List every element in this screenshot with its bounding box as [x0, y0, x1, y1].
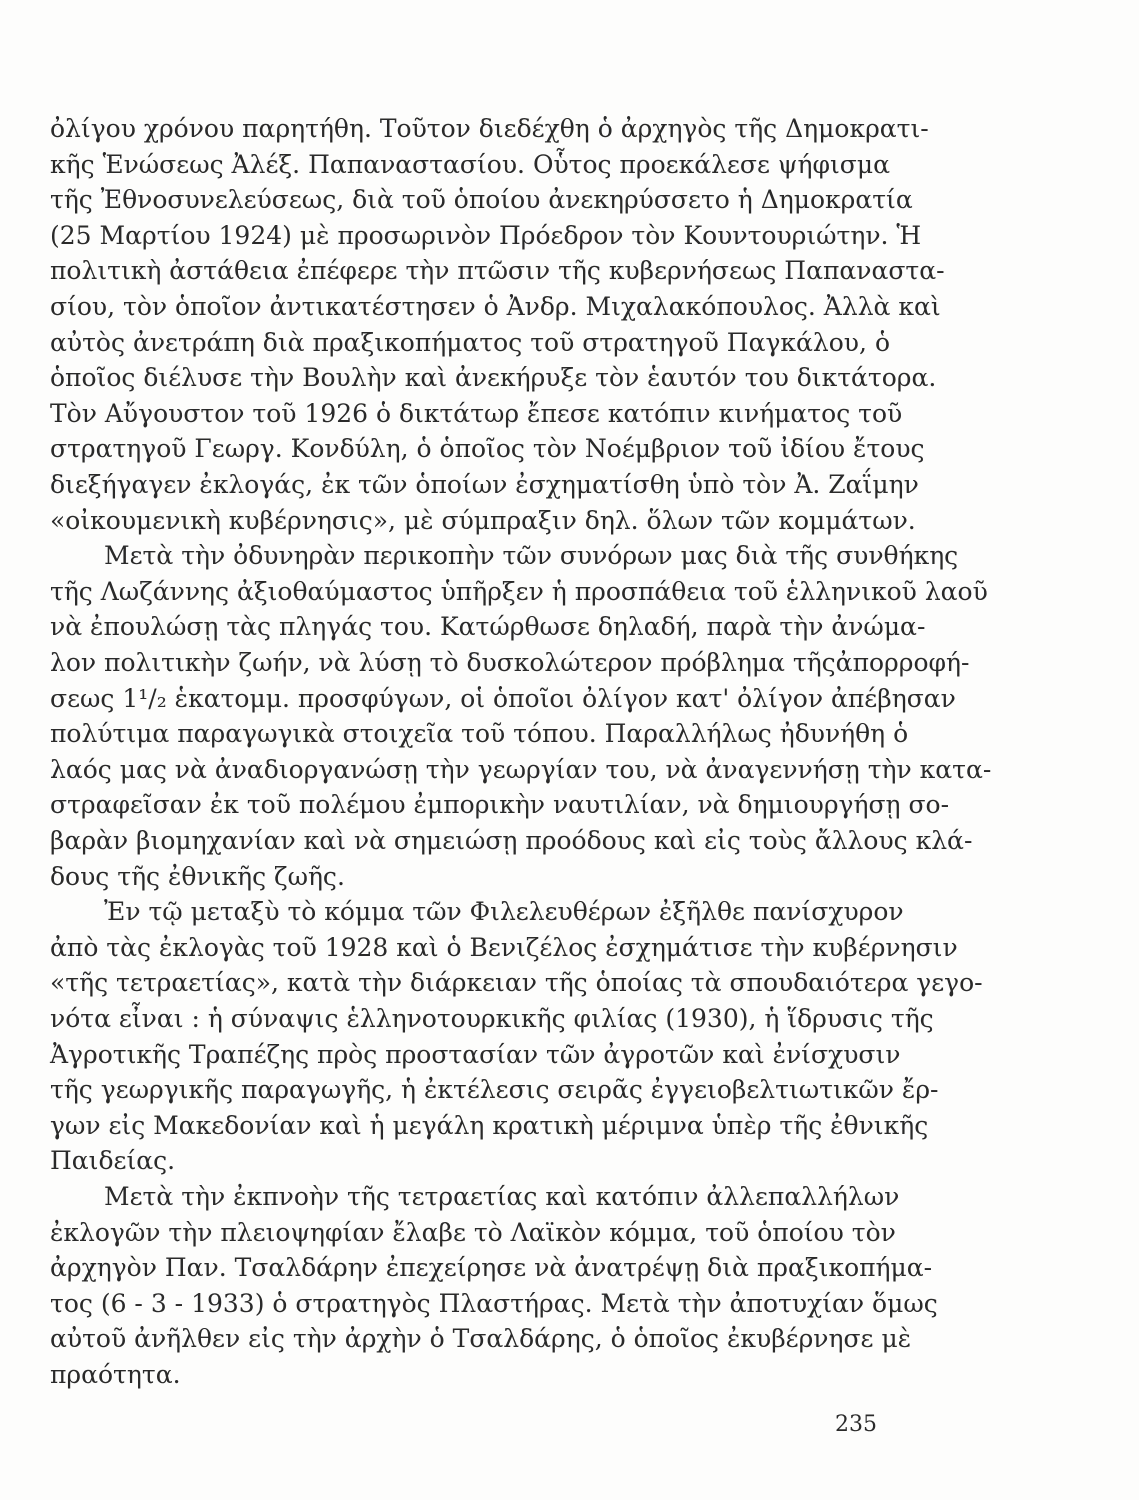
text-line: τῆς Λωζάννης ἀξιοθαύμαστος ὑπῆρξεν ἡ προσπάθεια τοῦ ἑλληνικοῦ λαοῦ	[50, 577, 988, 606]
text-line: λον πολιτικὴν ζωήν, νὰ λύσῃ τὸ δυσκολώτερον πρόβλημα τῆςἀπορροφή-	[50, 648, 970, 677]
text-line: Τὸν Αὔγουστον τοῦ 1926 ὁ δικτάτωρ ἔπεσε κατόπιν κινήματος τοῦ	[50, 399, 903, 428]
text-line: ὀλίγου χρόνου παρητήθη. Τοῦτον διεδέχθη ὁ ἀρχηγὸς τῆς Δημοκρατι-	[50, 114, 929, 143]
text-line: κῆς Ἑνώσεως Ἀλέξ. Παπαναστασίου. Οὗτος προεκάλεσε ψήφισμα	[50, 150, 890, 179]
text-line: Μετὰ τὴν ὀδυνηρὰν περικοπὴν τῶν συνόρων μας διὰ τῆς συνθήκης	[104, 541, 959, 570]
text-line: σίου, τὸν ὁποῖον ἀντικατέστησεν ὁ Ἀνδρ. Μιχαλακόπουλος. Ἀλλὰ καὶ	[50, 292, 941, 321]
text-line: ἐκλογῶν τὴν πλειοψηφίαν ἔλαβε τὸ Λαϊκὸν κόμμα, τοῦ ὁποίου τὸν	[50, 1218, 896, 1247]
text-line: πολιτικὴ ἀστάθεια ἐπέφερε τὴν πτῶσιν τῆς κυβερνήσεως Παπαναστα-	[50, 256, 945, 285]
text-line: πραότητα.	[50, 1360, 181, 1389]
text-line: λαός μας νὰ ἀναδιοργανώσῃ τὴν γεωργίαν του, νὰ ἀναγεννήσῃ τὴν κατα-	[50, 755, 992, 784]
text-line: ἀρχηγὸν Παν. Τσαλδάρην ἐπεχείρησε νὰ ἀνατρέψῃ διὰ πραξικοπήμα-	[50, 1253, 933, 1282]
text-line: «οἰκουμενικὴ κυβέρνησις», μὲ σύμπραξιν δηλ. ὅλων τῶν κομμάτων.	[50, 506, 916, 535]
text-line: τος (6 - 3 - 1933) ὁ στρατηγὸς Πλαστήρας. Μετὰ τὴν ἀποτυχίαν ὅμως	[50, 1289, 938, 1318]
text-line: Παιδείας.	[50, 1146, 176, 1175]
text-line: (25 Μαρτίου 1924) μὲ προσωρινὸν Πρόεδρον τὸν Κουντουριώτην. Ἡ	[50, 221, 922, 250]
text-line: «τῆς τετραετίας», κατὰ τὴν διάρκειαν τῆς ὁποίας τὰ σπουδαιότερα γεγο-	[50, 968, 983, 997]
text-line: ἀπὸ τὰς ἐκλογὰς τοῦ 1928 καὶ ὁ Βενιζέλος ἐσχημάτισε τὴν κυβέρνησιν	[50, 933, 958, 962]
text-line: πολύτιμα παραγωγικὰ στοιχεῖα τοῦ τόπου. Παραλλήλως ἠδυνήθη ὁ	[50, 719, 909, 748]
text-line: δους τῆς ἐθνικῆς ζωῆς.	[50, 862, 345, 891]
text-line: Ἐν τῷ μεταξὺ τὸ κόμμα τῶν Φιλελευθέρων ἐξῆλθε πανίσχυρον	[104, 897, 904, 926]
text-line: νότα εἶναι : ἡ σύναψις ἑλληνοτουρκικῆς φιλίας (1930), ἡ ἵδρυσις τῆς	[50, 1004, 934, 1033]
text-line: Μετὰ τὴν ἐκπνοὴν τῆς τετραετίας καὶ κατόπιν ἀλλεπαλλήλων	[104, 1182, 900, 1211]
text-line: αὐτὸς ἀνετράπη διὰ πραξικοπήματος τοῦ στρατηγοῦ Παγκάλου, ὁ	[50, 328, 890, 357]
text-line: ὁποῖος διέλυσε τὴν Βουλὴν καὶ ἀνεκήρυξε τὸν ἑαυτόν του δικτάτορα.	[50, 363, 937, 392]
text-line: γων εἰς Μακεδονίαν καὶ ἡ μεγάλη κρατικὴ μέριμνα ὑπὲρ τῆς ἐθνικῆς	[50, 1111, 929, 1140]
text-line: στρατηγοῦ Γεωργ. Κονδύλη, ὁ ὁποῖος τὸν Νοέμβριον τοῦ ἰδίου ἔτους	[50, 434, 925, 463]
text-line: σεως 1¹/₂ ἑκατομμ. προσφύγων, οἱ ὁποῖοι ὀλίγον κατ' ὀλίγον ἀπέβησαν	[50, 684, 956, 713]
text-line: Ἀγροτικῆς Τραπέζης πρὸς προστασίαν τῶν ἀγροτῶν καὶ ἐνίσχυσιν	[50, 1040, 901, 1069]
text-line: νὰ ἐπουλώσῃ τὰς πληγάς του. Κατώρθωσε δηλαδή, παρὰ τὴν ἀνώμα-	[50, 612, 926, 641]
text-line: τῆς γεωργικῆς παραγωγῆς, ἡ ἐκτέλεσις σειρᾶς ἐγγειοβελτιωτικῶν ἔρ-	[50, 1075, 939, 1104]
page-number: 235	[835, 1412, 877, 1437]
text-line: διεξήγαγεν ἐκλογάς, ἐκ τῶν ὁποίων ἐσχηματίσθη ὑπὸ τὸν Ἀ. Ζαΐμην	[50, 470, 919, 499]
text-line: στραφεῖσαν ἐκ τοῦ πολέμου ἐμπορικὴν ναυτιλίαν, νὰ δημιουργήσῃ σο-	[50, 790, 950, 819]
text-line: τῆς Ἐθνοσυνελεύσεως, διὰ τοῦ ὁποίου ἀνεκηρύσσετο ἡ Δημοκρατία	[50, 185, 913, 214]
text-line: αὐτοῦ ἀνῆλθεν εἰς τὴν ἀρχὴν ὁ Τσαλδάρης, ὁ ὁποῖος ἐκυβέρνησε μὲ	[50, 1324, 912, 1353]
text-line: βαρὰν βιομηχανίαν καὶ νὰ σημειώσῃ προόδους καὶ εἰς τοὺς ἄλλους κλά-	[50, 826, 973, 855]
